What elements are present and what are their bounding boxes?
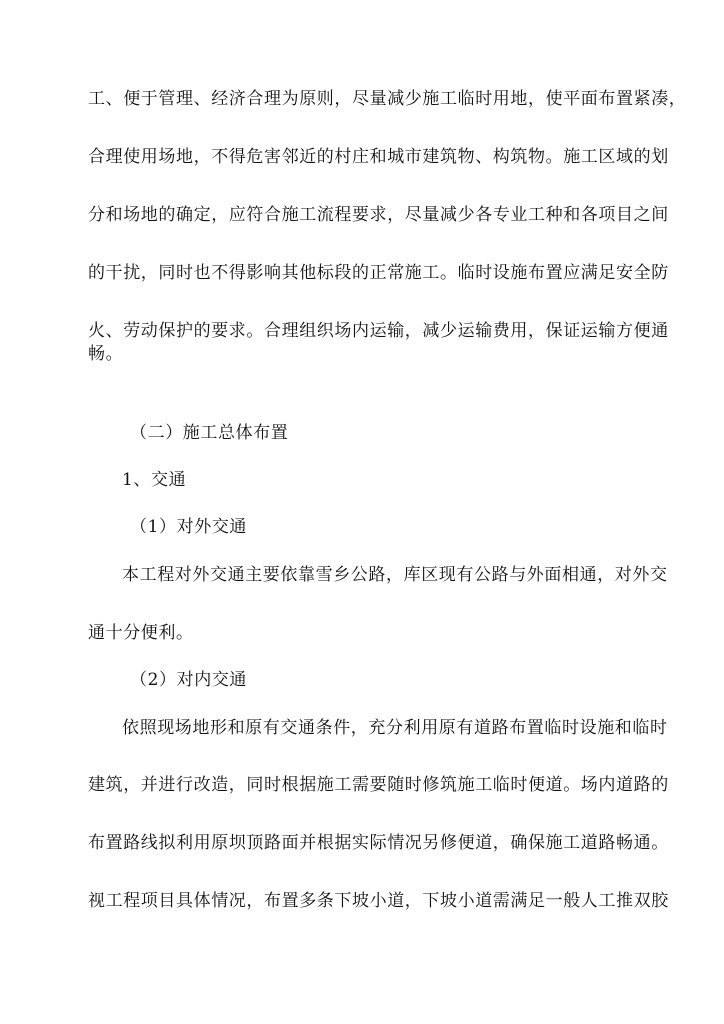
subsection-heading: （1）对外交通 (130, 517, 248, 537)
section-heading: （二）施工总体布置 (130, 423, 289, 443)
subsection-heading: （2）对内交通 (130, 670, 248, 690)
paragraph-line: 建筑，并进行改造，同时根据施工需要随时修筑施工临时便道。场内道路的 (88, 775, 669, 795)
paragraph-line: 通十分便利。 (88, 623, 194, 643)
paragraph-line: 视工程项目具体情况，布置多条下坡小道，下坡小道需满足一般人工推双胶 (88, 891, 669, 911)
paragraph-line: 工、便于管理、经济合理为原则，尽量减少施工临时用地，使平面布置紧凑， (88, 89, 687, 109)
paragraph-line: 布置路线拟利用原坝顶路面并根据实际情况另修便道，确保施工道路畅通。 (88, 833, 669, 853)
paragraph-line: 本工程对外交通主要依靠雪乡公路，库区现有公路与外面相通，对外交 (122, 565, 668, 585)
item-heading: 1、交通 (122, 470, 187, 490)
paragraph-line: 的干扰，同时也不得影响其他标段的正常施工。临时设施布置应满足安全防 (88, 263, 669, 283)
paragraph-line: 火、劳动保护的要求。合理组织场内运输，减少运输费用，保证运输方便通 (88, 321, 669, 341)
paragraph-line: 依照现场地形和原有交通条件，充分利用原有道路布置临时设施和临时 (122, 718, 668, 738)
paragraph-line: 合理使用场地，不得危害邻近的村庄和城市建筑物、构筑物。施工区域的划 (88, 147, 669, 167)
paragraph-line: 畅。 (88, 344, 124, 364)
paragraph-line: 分和场地的确定，应符合施工流程要求，尽量减少各专业工种和各项目之间 (88, 205, 669, 225)
